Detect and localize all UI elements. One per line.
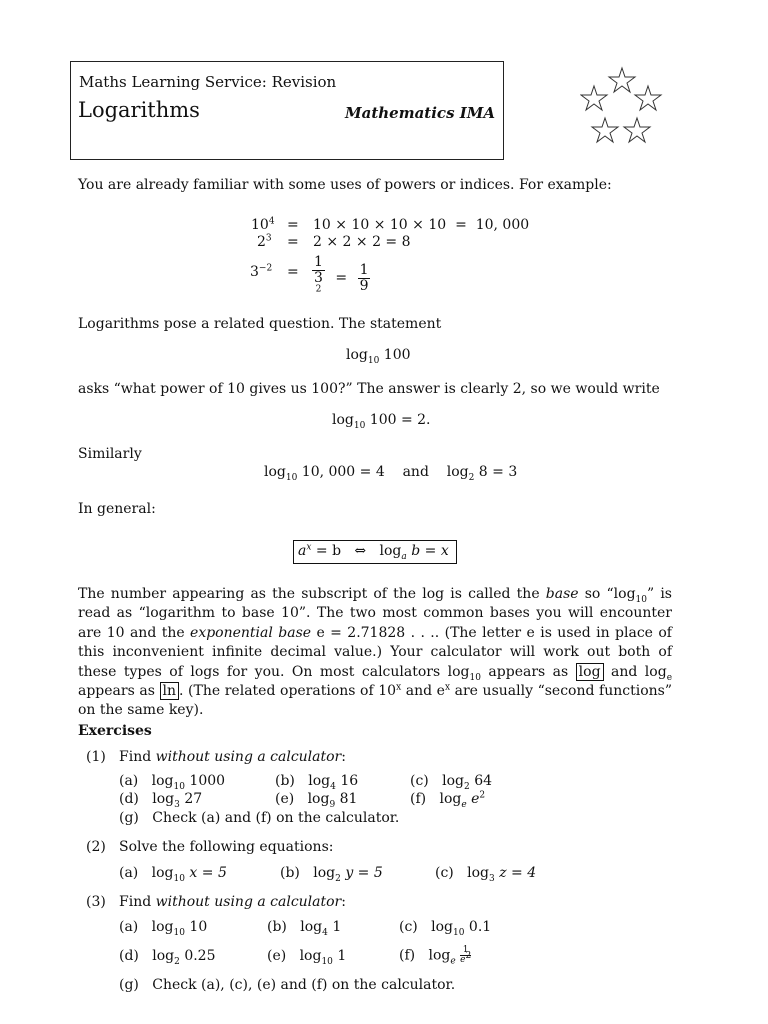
power-row-1-lhs: $10^4$ [251, 216, 275, 233]
q3-prompt: Find without using a calculator: [119, 894, 346, 910]
power-row-2-rhs: 2 × 2 × 2 = 8 [313, 234, 411, 250]
q2-item-b: (b) $\log_2 y = 5$ [280, 865, 383, 884]
header-box [70, 61, 504, 160]
q3-item-c: (c) $\log_{10} 0.1$ [399, 919, 492, 938]
log-statement: $\log_{10} 100$ [346, 347, 411, 366]
power-row-3-lhs: $3^{-2}$ [250, 263, 273, 280]
ln-key: ln [160, 682, 180, 700]
course-name: Mathematics IMA [345, 104, 495, 122]
intro-text: You are already familiar with some uses of powers or indices. For example: [78, 177, 612, 193]
power-row-3-rhs: 1 3 $^2$ = $\frac{1}{9}$ [314, 254, 369, 295]
q1-item-c: (c) $\log_2 64$ [410, 773, 493, 792]
logs-intro-text: Logarithms pose a related question. The statement [78, 316, 442, 332]
similarly-text: Similarly [78, 446, 142, 462]
base-paragraph: The number appearing as the subscript of the log is called the base so “$\log_{10}$” is read as “logarithm to base 10”. The two most common bases you will encounter are 10 and the exponential base e = 2.71828 . . .. (The letter e is used in place of this inconvenient infinite decimal value.) Your calculator will work out both of these types of logs for you. On most calculators $\log_{10}$ appears as log and $\log_e$ appears as ln . (The related operations of 10$^x$ and $e^x$ are usually “second functions” on the same key). [78, 586, 673, 719]
q3-item-d: (d) $\log_2 0.25$ [119, 948, 216, 967]
q3-item-f: (f) $\log_e$ $\frac{1}{e^2}$ [399, 945, 472, 967]
stars-logo [580, 66, 664, 148]
q3-item-e: (e) $\log_{10} 1$ [267, 948, 347, 967]
in-general-text: In general: [78, 501, 156, 517]
q3-item-g: (g) Check (a), (c), (e) and (f) on the calculator. [119, 977, 456, 993]
header-series: Maths Learning Service: Revision [79, 73, 337, 91]
question-text: asks “what power of 10 gives us 100?” The answer is clearly 2, so we would write [78, 381, 660, 397]
page-title: Logarithms [78, 98, 200, 122]
power-row-1-eq: = [287, 217, 299, 233]
log-answer: $\log_{10} 100 = 2$. [332, 412, 431, 431]
general-rule: $a^x = b$ ⇔ $\log_a b = x$ [298, 542, 449, 562]
exercises-heading: Exercises [78, 723, 152, 739]
q3-item-b: (b) $\log_4 1$ [267, 919, 342, 938]
q3-item-a: (a) $\log_{10} 10$ [119, 919, 208, 938]
q3-number: (3) [86, 894, 106, 910]
power-row-3-eq: = [287, 264, 299, 280]
log-key: log [576, 663, 604, 681]
q1-item-b: (b) $\log_4 16$ [275, 773, 359, 792]
q1-item-e: (e) $\log_9 81$ [275, 791, 358, 810]
q2-prompt: Solve the following equations: [119, 839, 334, 855]
power-row-2-lhs: $2^3$ [257, 233, 272, 250]
q2-item-c: (c) $\log_3 z = 4$ [435, 865, 537, 884]
power-row-2-eq: = [287, 234, 299, 250]
q2-number: (2) [86, 839, 106, 855]
q1-item-a: (a) $\log_{10} 1000$ [119, 773, 226, 792]
power-row-1-rhs: 10 × 10 × 10 × 10 = 10, 000 [313, 217, 530, 233]
q1-number: (1) [86, 749, 106, 765]
similar-equation: $\log_{10} 10$, 000 = 4 and $\log_2 8 = 3$ [264, 464, 518, 483]
q1-item-f: (f) $\log_e e^2$ [410, 790, 486, 810]
q1-item-d: (d) $\log_3 27$ [119, 791, 203, 810]
q2-item-a: (a) $\log_{10} x = 5$ [119, 865, 227, 884]
q1-prompt: Find without using a calculator: [119, 749, 346, 765]
q1-item-g: (g) Check (a) and (f) on the calculator. [119, 810, 400, 826]
